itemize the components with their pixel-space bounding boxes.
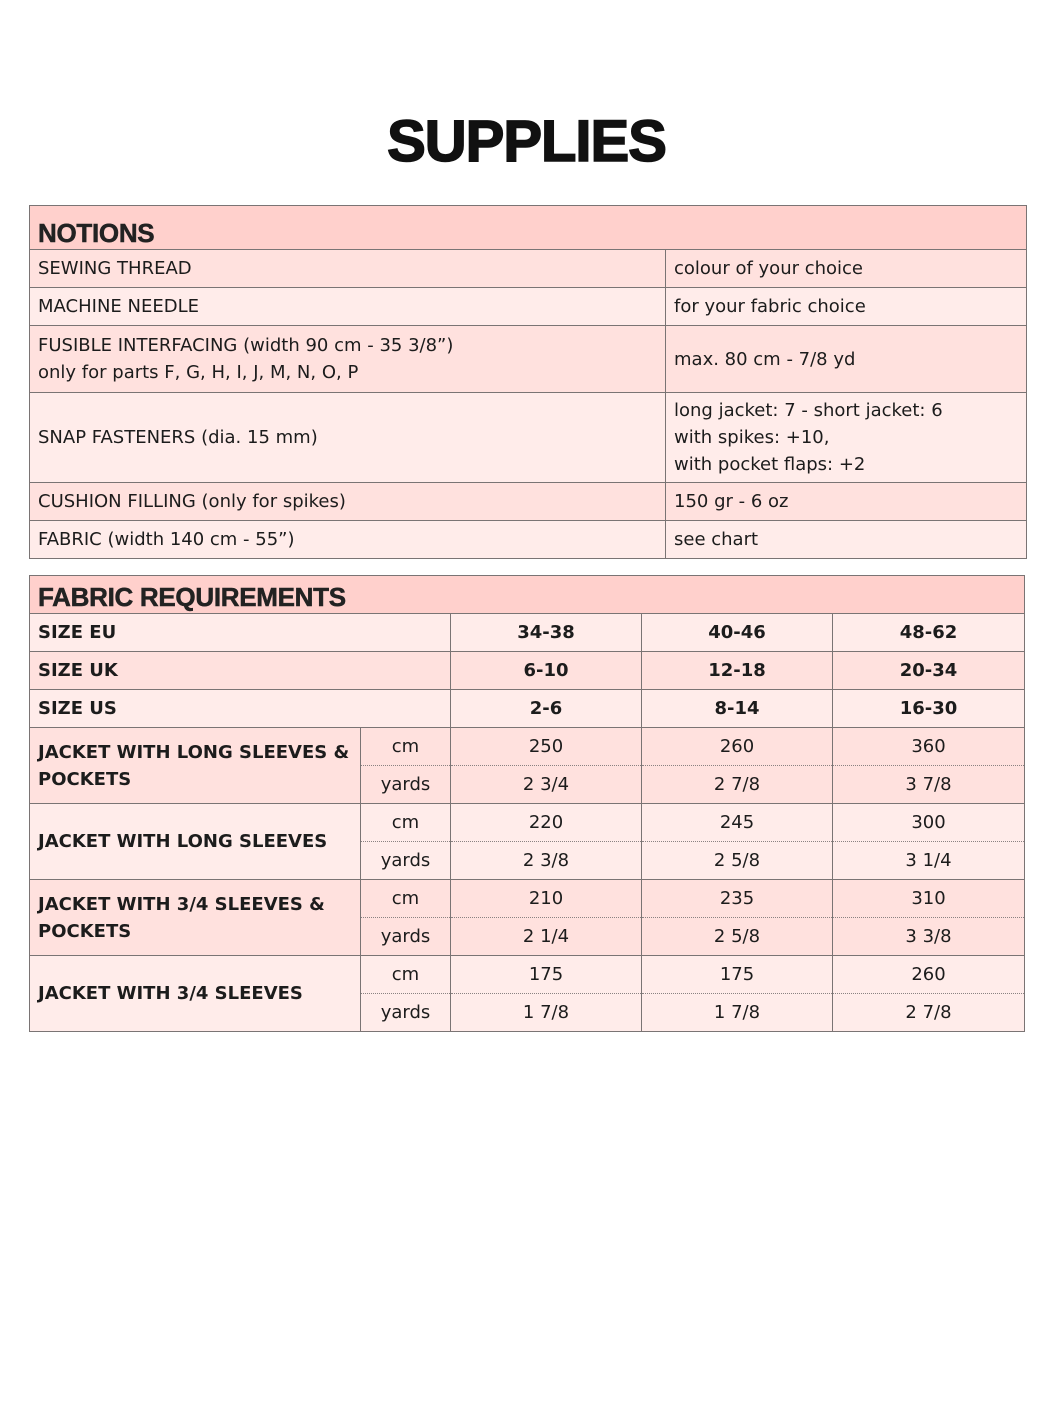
notion-value-line: long jacket: 7 - short jacket: 6 <box>674 400 943 421</box>
notion-value <box>666 393 1027 483</box>
garment-label-line: JACKET WITH LONG SLEEVES <box>38 831 328 852</box>
unit-label: yards <box>361 918 451 956</box>
size-value: 8-14 <box>642 690 833 728</box>
notion-value: for your fabric choice <box>666 288 1027 326</box>
yards-value: 2 7/8 <box>642 766 833 804</box>
unit-label: cm <box>361 956 451 994</box>
table-row <box>30 728 1025 766</box>
garment-label <box>30 956 361 1032</box>
table-row <box>30 326 1027 393</box>
notion-item: CUSHION FILLING (only for spikes) <box>30 483 666 521</box>
cm-value: 360 <box>833 728 1025 766</box>
table-row <box>30 393 1027 483</box>
garment-label <box>30 728 361 804</box>
notion-item: SNAP FASTENERS (dia. 15 mm) <box>30 393 666 483</box>
notion-item-line: only for parts F, G, H, I, J, M, N, O, P <box>38 362 359 383</box>
notion-item: FABRIC (width 140 cm - 55”) <box>30 521 666 559</box>
table-row <box>30 880 1025 918</box>
notions-table <box>29 205 1027 559</box>
notion-value-line: with pocket flaps: +2 <box>674 454 866 475</box>
fabric-heading: FABRIC REQUIREMENTS <box>30 576 1025 614</box>
unit-label: cm <box>361 880 451 918</box>
yards-value: 2 1/4 <box>451 918 642 956</box>
yards-value: 2 5/8 <box>642 918 833 956</box>
notions-heading: NOTIONS <box>30 206 1027 250</box>
cm-value: 175 <box>642 956 833 994</box>
garment-label <box>30 804 361 880</box>
garment-label <box>30 880 361 956</box>
yards-value: 2 5/8 <box>642 842 833 880</box>
notion-item-line: FUSIBLE INTERFACING (width 90 cm - 35 3/8”) <box>38 335 454 356</box>
page-title: SUPPLIES <box>387 109 666 174</box>
cm-value: 220 <box>451 804 642 842</box>
fabric-header-row <box>30 576 1025 614</box>
size-value: 2-6 <box>451 690 642 728</box>
size-value: 48-62 <box>833 614 1025 652</box>
notion-value: see chart <box>666 521 1027 559</box>
notion-item: MACHINE NEEDLE <box>30 288 666 326</box>
cm-value: 260 <box>833 956 1025 994</box>
cm-value: 175 <box>451 956 642 994</box>
notion-value: colour of your choice <box>666 250 1027 288</box>
garment-label-line: POCKETS <box>38 768 132 790</box>
size-label: SIZE US <box>30 690 451 728</box>
notion-item <box>30 326 666 393</box>
cm-value: 210 <box>451 880 642 918</box>
size-row-eu <box>30 614 1025 652</box>
size-value: 20-34 <box>833 652 1025 690</box>
notion-item: SEWING THREAD <box>30 250 666 288</box>
unit-label: yards <box>361 766 451 804</box>
unit-label: cm <box>361 804 451 842</box>
notion-value-line: with spikes: +10, <box>674 427 830 448</box>
garment-label-line: JACKET WITH 3/4 SLEEVES & <box>38 893 325 915</box>
cm-value: 250 <box>451 728 642 766</box>
cm-value: 245 <box>642 804 833 842</box>
size-value: 6-10 <box>451 652 642 690</box>
size-value: 40-46 <box>642 614 833 652</box>
size-row-us <box>30 690 1025 728</box>
yards-value: 3 7/8 <box>833 766 1025 804</box>
notions-header-row <box>30 206 1027 250</box>
table-row <box>30 521 1027 559</box>
size-label: SIZE UK <box>30 652 451 690</box>
table-row <box>30 288 1027 326</box>
table-row <box>30 956 1025 994</box>
garment-label-line: POCKETS <box>38 920 132 942</box>
table-row <box>30 250 1027 288</box>
unit-label: yards <box>361 994 451 1032</box>
cm-value: 260 <box>642 728 833 766</box>
cm-value: 300 <box>833 804 1025 842</box>
garment-label-line: JACKET WITH LONG SLEEVES & <box>38 741 350 763</box>
notion-value: max. 80 cm - 7/8 yd <box>666 326 1027 393</box>
size-value: 16-30 <box>833 690 1025 728</box>
yards-value: 3 1/4 <box>833 842 1025 880</box>
size-value: 34-38 <box>451 614 642 652</box>
yards-value: 3 3/8 <box>833 918 1025 956</box>
yards-value: 1 7/8 <box>642 994 833 1032</box>
fabric-requirements-table <box>29 575 1025 1032</box>
table-row <box>30 804 1025 842</box>
cm-value: 235 <box>642 880 833 918</box>
size-value: 12-18 <box>642 652 833 690</box>
size-row-uk <box>30 652 1025 690</box>
yards-value: 2 3/4 <box>451 766 642 804</box>
garment-label-line: JACKET WITH 3/4 SLEEVES <box>38 983 303 1004</box>
cm-value: 310 <box>833 880 1025 918</box>
size-label: SIZE EU <box>30 614 451 652</box>
yards-value: 2 7/8 <box>833 994 1025 1032</box>
notion-value: 150 gr - 6 oz <box>666 483 1027 521</box>
yards-value: 1 7/8 <box>451 994 642 1032</box>
unit-label: yards <box>361 842 451 880</box>
unit-label: cm <box>361 728 451 766</box>
yards-value: 2 3/8 <box>451 842 642 880</box>
table-row <box>30 483 1027 521</box>
